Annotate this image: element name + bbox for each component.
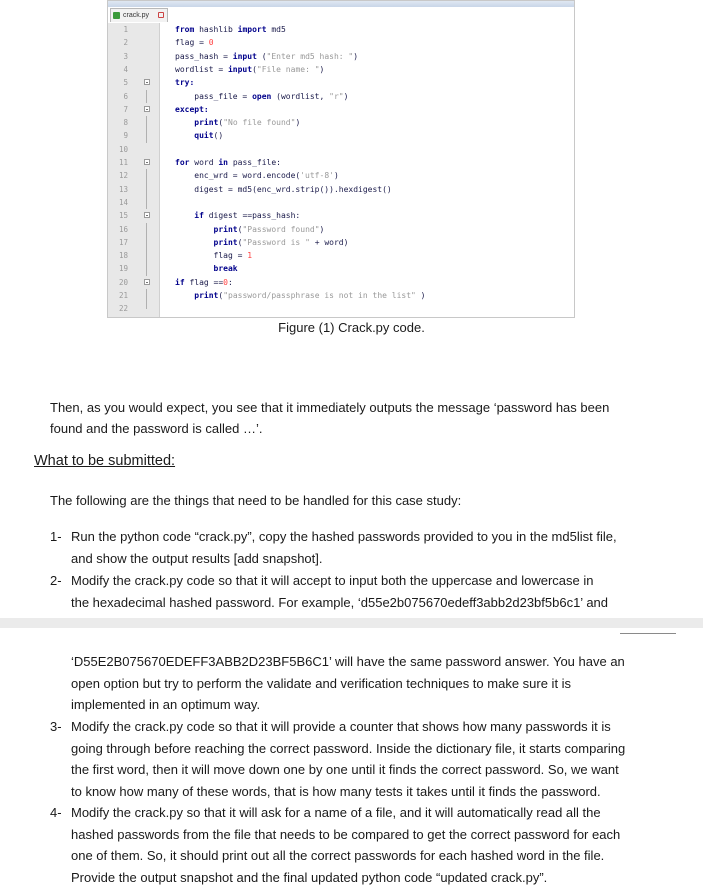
task-number: 2- — [50, 573, 62, 588]
code-line — [108, 249, 576, 262]
code-line — [108, 223, 576, 236]
fold-guide — [146, 169, 147, 182]
code-line — [108, 196, 576, 209]
task-text — [71, 716, 625, 802]
python-file-icon — [113, 12, 120, 19]
code-text: flag = 0 — [175, 38, 214, 48]
continuation-line-3: implemented in an optimum way. — [71, 697, 261, 712]
fold-guide — [146, 90, 147, 103]
code-line — [108, 76, 576, 89]
close-tab-icon[interactable] — [158, 12, 164, 18]
task-text-line: the first word, then it will move down one by one until it finds the correct password. So, we want — [71, 762, 619, 777]
fold-toggle-icon[interactable] — [144, 212, 150, 218]
code-text: print("Password found") — [213, 224, 325, 234]
fold-guide — [146, 302, 147, 309]
continuation-line-2: open option but try to perform the validate and verification techniques to make sure it is — [71, 675, 572, 691]
page-break — [0, 618, 703, 628]
fold-guide — [146, 196, 147, 209]
code-line — [108, 262, 576, 275]
line-number: 18 — [118, 251, 128, 261]
code-line — [108, 302, 576, 315]
code-text: print("password/passphrase is not in the list" ) — [194, 291, 426, 300]
code-line — [108, 156, 576, 169]
line-number: 1 — [123, 25, 128, 34]
line-number: 7 — [123, 104, 128, 114]
code-text: from hashlib import md5 — [175, 25, 286, 34]
code-line — [108, 116, 576, 129]
code-text: digest = md5(enc_wrd.strip()).hexdigest() — [175, 184, 392, 194]
task-text — [71, 526, 617, 569]
code-line — [108, 276, 576, 289]
task-text-line: Provide the output snapshot and the final updated python code “updated crack.py”. — [71, 869, 548, 885]
line-number: 15 — [118, 211, 128, 221]
task-text-line: Modify the crack.py code so that it will accept to input both the uppercase and lowercase in — [71, 573, 594, 588]
page-break-mark — [620, 633, 676, 634]
line-number: 19 — [118, 264, 128, 274]
line-number: 3 — [123, 51, 128, 61]
fold-guide — [146, 116, 147, 129]
code-text: break — [213, 264, 238, 274]
code-line — [108, 63, 576, 76]
task-text-line: and show the output results [add snapshot]. — [71, 550, 323, 566]
task-number: 1- — [50, 529, 62, 544]
task-text-line: Modify the crack.py code so that it will provide a counter that shows how many passwords it is — [71, 719, 611, 734]
code-text: except: — [175, 104, 209, 114]
editor-tab[interactable] — [110, 8, 168, 22]
fold-toggle-icon[interactable] — [144, 106, 150, 112]
task-text-line: hashed passwords from the file that needs to be compared to get the correct password for each — [71, 826, 621, 842]
continuation-line-1: ‘D55E2B075670EDEFF3ABB2D23BF5B6C1’ will have the same password answer. You have an — [71, 654, 625, 669]
code-line — [108, 103, 576, 116]
fold-guide — [146, 129, 147, 142]
intro-line-2: found and the password is called …’. — [50, 421, 263, 436]
line-number: 14 — [118, 197, 128, 207]
editor-tab-title: crack.py — [123, 12, 150, 19]
figure-caption: Figure (1) Crack.py code. — [278, 320, 425, 335]
task-text — [71, 570, 608, 613]
task-text-line: to know how many of these words, that is how many tests it takes until it finds the password. — [71, 783, 601, 799]
fold-guide — [146, 262, 147, 275]
code-line — [108, 143, 576, 156]
fold-guide — [146, 249, 147, 262]
code-line — [108, 90, 576, 103]
fold-guide — [146, 183, 147, 196]
task-text-line: the hexadecimal hashed password. For example, ‘d55e2b075670edeff3abb2d23bf5b6c1’ and — [71, 594, 609, 610]
line-number: 4 — [123, 64, 128, 74]
task-number: 4- — [50, 805, 62, 820]
code-text: flag = 1 — [175, 251, 253, 261]
code-text: try: — [175, 78, 195, 88]
fold-toggle-icon[interactable] — [144, 79, 150, 85]
code-line — [108, 23, 576, 36]
editor-body — [108, 23, 574, 317]
code-line — [108, 129, 576, 142]
code-text: print("Password is " + word) — [213, 237, 349, 247]
line-number: 22 — [118, 304, 128, 314]
line-number: 8 — [123, 118, 128, 128]
code-line — [108, 169, 576, 182]
line-number: 13 — [118, 184, 128, 194]
lead-paragraph: The following are the things that need to be handled for this case study: — [50, 493, 462, 508]
code-editor-screenshot — [107, 0, 575, 318]
code-line — [108, 50, 576, 63]
line-number: 12 — [118, 171, 128, 181]
code-text: if digest ==pass_hash: — [194, 211, 301, 221]
code-text: print("No file found") — [194, 118, 301, 128]
editor-toolbar — [108, 1, 574, 7]
line-number: 21 — [118, 291, 128, 300]
intro-line-1: Then, as you would expect, you see that it immediately outputs the message ‘password has been — [50, 400, 610, 415]
code-line — [108, 236, 576, 249]
task-text-line: Run the python code “crack.py”, copy the hashed passwords provided to you in the md5list file, — [71, 529, 617, 544]
line-number: 5 — [123, 78, 128, 88]
line-number: 20 — [118, 277, 128, 287]
fold-guide — [146, 289, 147, 302]
task-number: 3- — [50, 719, 62, 734]
section-heading: What to be submitted: — [34, 453, 176, 469]
line-number: 17 — [118, 237, 128, 247]
fold-toggle-icon[interactable] — [144, 159, 150, 165]
task-text-line: Modify the crack.py so that it will ask for a name of a file, and it will automatically read all the — [71, 805, 601, 820]
fold-guide — [146, 223, 147, 236]
code-text: if flag ==0: — [175, 277, 233, 287]
code-line — [108, 209, 576, 222]
code-text: pass_hash = input ("Enter md5 hash: ") — [175, 51, 359, 61]
intro-paragraph — [50, 397, 609, 439]
code-text: pass_file = open (wordlist, "r") — [175, 91, 349, 101]
task-text-line: going through before reaching the correct password. Inside the dictionary file, it starts comparing — [71, 740, 626, 756]
line-number: 10 — [118, 144, 128, 154]
code-text: quit() — [194, 131, 224, 141]
line-number: 9 — [123, 131, 128, 141]
code-text: for word in pass_file: — [175, 158, 281, 167]
line-number: 2 — [123, 38, 128, 48]
continuation-paragraph — [71, 651, 625, 716]
line-number: 11 — [118, 158, 128, 167]
task-text-line: one of them. So, it should print out all the correct passwords for each hashed word in the file. — [71, 848, 605, 863]
fold-toggle-icon[interactable] — [144, 279, 150, 285]
code-line — [108, 289, 576, 302]
task-text — [71, 802, 620, 888]
code-line — [108, 183, 576, 196]
line-number: 6 — [123, 91, 128, 101]
code-text: enc_wrd = word.encode('utf-8') — [175, 171, 339, 181]
code-text: wordlist = input("File name: ") — [175, 64, 325, 74]
line-number: 16 — [118, 224, 128, 234]
fold-guide — [146, 236, 147, 249]
code-line — [108, 36, 576, 49]
